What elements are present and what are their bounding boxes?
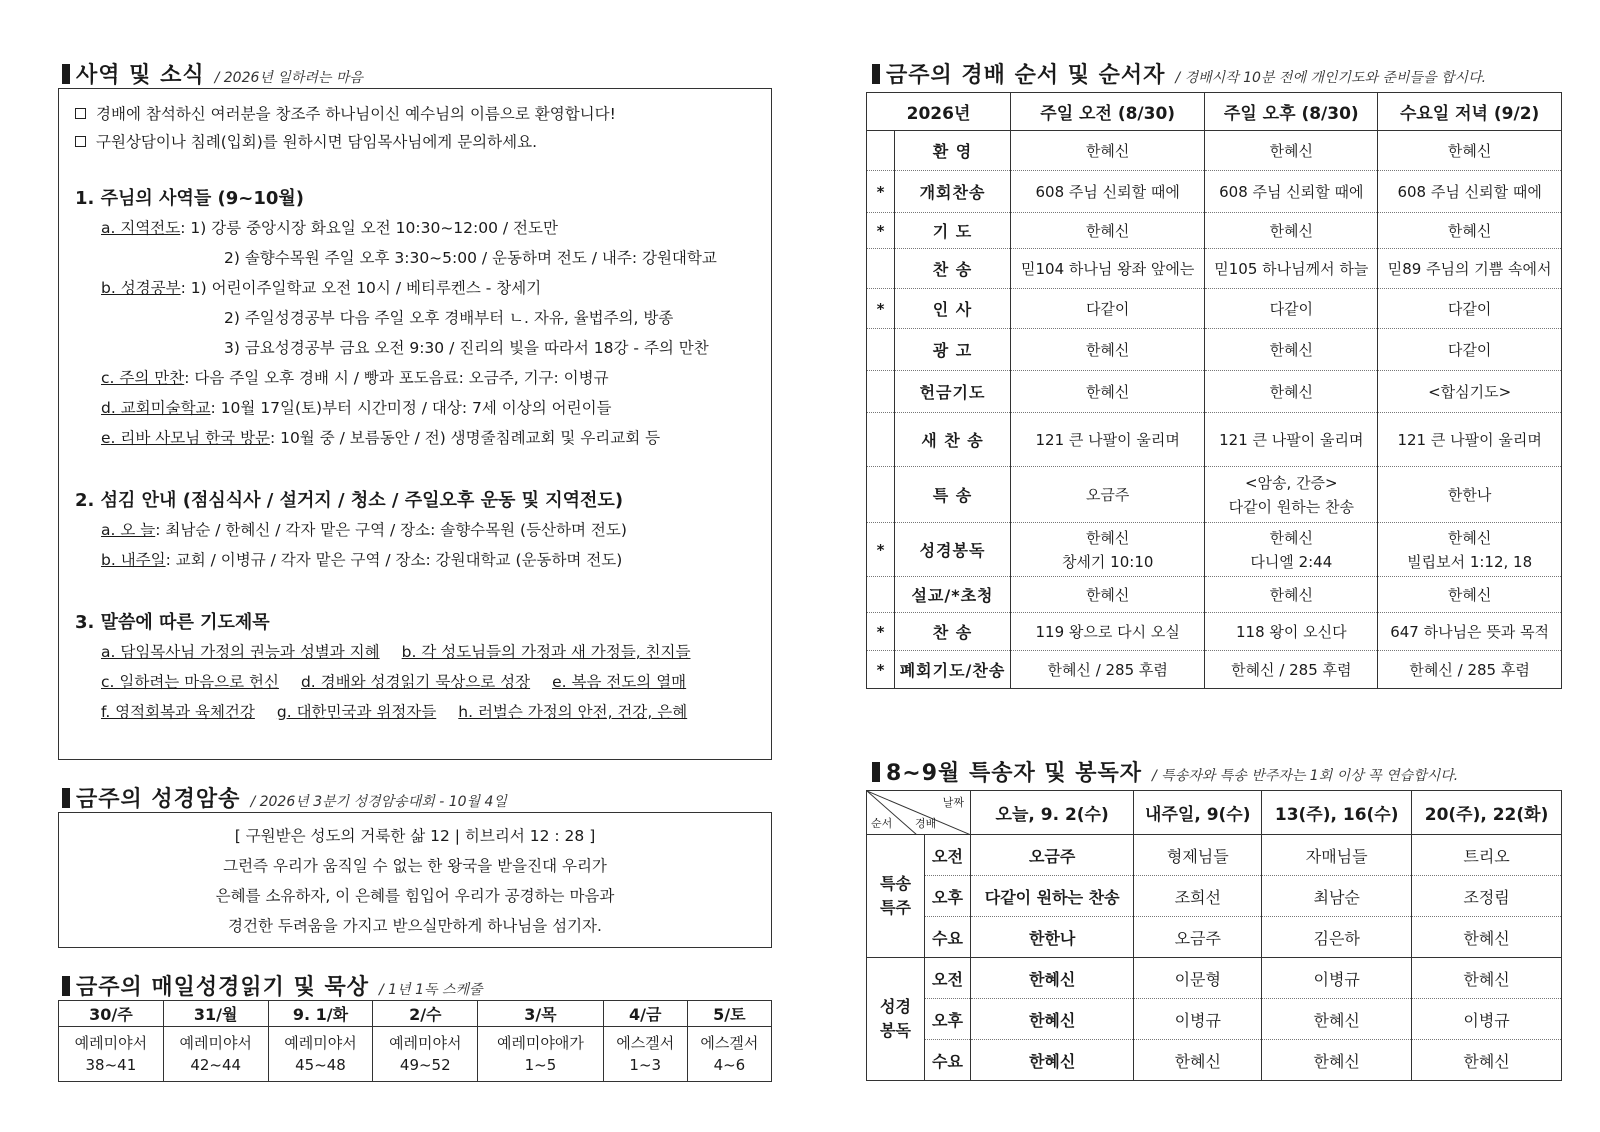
required-star: * <box>867 171 895 213</box>
required-star: * <box>867 289 895 329</box>
order-cell: 608 주님 신뢰할 때에 <box>1011 171 1205 213</box>
order-service-header: 주일 오후 (8/30) <box>1205 93 1378 131</box>
singers-row <box>867 999 1562 1040</box>
s1-line: 2) 솔향수목원 주일 오후 3:30~5:00 / 운동하며 전도 / 내주: 강원대학교 <box>224 249 717 267</box>
reading-cell: 에스겔서 4~6 <box>687 1027 771 1082</box>
s2-line: b. 내주일: 교회 / 이병규 / 각자 맡은 구역 / 장소: 강원대학교 (운동하며 전도) <box>101 551 623 569</box>
assignee-cell: 한혜신 <box>1412 917 1562 958</box>
required-star <box>867 467 895 523</box>
order-cell: 한혜신 <box>1011 131 1205 171</box>
required-star: * <box>867 613 895 651</box>
order-cell: 한혜신 <box>1011 577 1205 613</box>
order-item: 설교/*초청 <box>895 577 1011 613</box>
verse-box <box>58 812 772 948</box>
order-item: 개회찬송 <box>895 171 1011 213</box>
order-row <box>867 249 1562 289</box>
order-row <box>867 523 1562 577</box>
order-cell: 다같이 <box>1205 289 1378 329</box>
reading-day: 3/목 <box>478 1001 603 1027</box>
order-item: 기 도 <box>895 213 1011 249</box>
order-cell: 한혜신 / 285 후렴 <box>1378 651 1562 689</box>
order-cell: 한혜신 빌립보서 1:12, 18 <box>1378 523 1562 577</box>
assignee-cell: 한혜신 <box>971 1040 1134 1081</box>
s1-line: a. 지역전도: 1) 강릉 중앙시장 화요일 오전 10:30~12:00 / 전도만 <box>101 219 558 237</box>
required-star <box>867 577 895 613</box>
notice-text: 구원상담이나 침례(입회)를 원하시면 담임목사님에게 문의하세요. <box>96 133 538 151</box>
service-time: 수요 <box>925 1040 971 1081</box>
order-cell: 믿105 하나님께서 하늘 <box>1205 249 1378 289</box>
singers-date-header: 20(주), 22(화) <box>1412 791 1562 835</box>
order-service-header: 주일 오전 (8/30) <box>1011 93 1205 131</box>
order-cell: 608 주님 신뢰할 때에 <box>1205 171 1378 213</box>
order-item: 환 영 <box>895 131 1011 171</box>
singers-row <box>867 876 1562 917</box>
singers-subtitle: / 특송자와 특송 반주자는 1회 이상 꼭 연습합시다. <box>1152 768 1459 784</box>
prayer-item: c. 일하려는 마음으로 헌신 <box>101 673 279 691</box>
order-cell: 한한나 <box>1378 467 1562 523</box>
assignee-cell: 오금주 <box>971 835 1134 876</box>
order-cell: 다같이 <box>1378 289 1562 329</box>
reading-day: 30/주 <box>59 1001 164 1027</box>
order-item: 헌금기도 <box>895 371 1011 413</box>
prayer-item: b. 각 성도님들의 가정과 새 가정들, 친지들 <box>401 643 691 661</box>
order-item: 성경봉독 <box>895 523 1011 577</box>
s1-line: b. 성경공부: 1) 어린이주일학교 오전 10시 / 베티루켄스 - 창세기 <box>101 279 542 297</box>
required-star <box>867 413 895 467</box>
singers-table <box>866 790 1562 1081</box>
heading-bar <box>62 788 70 808</box>
assignee-cell: 다같이 원하는 찬송 <box>971 876 1134 917</box>
singers-row <box>867 917 1562 958</box>
order-cell: <합심기도> <box>1378 371 1562 413</box>
order-item: 찬 송 <box>895 613 1011 651</box>
order-cell: 한혜신 <box>1205 577 1378 613</box>
assignee-cell: 김은하 <box>1262 917 1412 958</box>
order-cell: 한혜신 / 285 후렴 <box>1205 651 1378 689</box>
order-cell: <암송, 간증> 다같이 원하는 찬송 <box>1205 467 1378 523</box>
order-cell: 한혜신 <box>1205 131 1378 171</box>
service-time: 오전 <box>925 835 971 876</box>
notice-text: 경배에 참석하신 여러분을 창조주 하나님이신 예수님의 이름으로 환영합니다! <box>96 105 616 123</box>
required-star: * <box>867 523 895 577</box>
order-item: 폐회기도/찬송 <box>895 651 1011 689</box>
order-row <box>867 467 1562 523</box>
order-cell: 한혜신 <box>1011 371 1205 413</box>
order-cell: 한혜신 <box>1205 329 1378 371</box>
singers-row <box>867 835 1562 876</box>
required-star: * <box>867 651 895 689</box>
heading-bar <box>872 64 880 84</box>
order-cell: 608 주님 신뢰할 때에 <box>1378 171 1562 213</box>
order-cell: 한혜신 <box>1205 213 1378 249</box>
reading-cell: 에스겔서 1~3 <box>603 1027 687 1082</box>
assignee-cell: 이병규 <box>1134 999 1262 1040</box>
order-subtitle: / 경배시작 10분 전에 개인기도와 준비들을 합시다. <box>1175 70 1487 86</box>
s1-line: 2) 주일성경공부 다음 주일 오후 경배부터 ㄴ. 자유, 율법주의, 방종 <box>224 309 674 327</box>
reading-day: 4/금 <box>603 1001 687 1027</box>
assignee-cell: 한혜신 <box>971 999 1134 1040</box>
singers-title: 8~9월 특송자 및 봉독자 <box>886 761 1143 786</box>
section-2-heading: 2. 섬김 안내 (점심식사 / 설거지 / 청소 / 주일오후 운동 및 지역전도) <box>75 490 624 511</box>
required-star <box>867 249 895 289</box>
s1-line: e. 리바 사모님 한국 방문: 10월 중 / 보름동안 / 전) 생명줄침례교회 및 우리교회 등 <box>101 429 661 447</box>
order-title: 금주의 경배 순서 및 순서자 <box>886 63 1166 88</box>
section-1-heading: 1. 주님의 사역들 (9~10월) <box>75 188 304 209</box>
news-subtitle: / 2026년 일하려는 마음 <box>214 70 363 86</box>
verse-line: 그런즉 우리가 움직일 수 없는 한 왕국을 받을진대 우리가 <box>223 857 607 875</box>
corner-cell <box>867 791 971 835</box>
assignee-cell: 한혜신 <box>1412 1040 1562 1081</box>
order-cell: 647 하나님은 뜻과 목적 <box>1378 613 1562 651</box>
verse-title: 금주의 성경암송 <box>76 787 241 812</box>
prayer-row <box>75 637 755 667</box>
group-label: 성경 봉독 <box>867 958 925 1081</box>
order-cell: 121 큰 나팔이 울리며 <box>1378 413 1562 467</box>
verse-line: 경건한 두려움을 가지고 받으실만하게 하나님을 섬기자. <box>228 917 602 935</box>
assignee-cell: 이병규 <box>1262 958 1412 999</box>
singers-date-header: 내주일, 9(수) <box>1134 791 1262 835</box>
required-star <box>867 329 895 371</box>
order-row <box>867 289 1562 329</box>
reading-row <box>59 1027 772 1082</box>
singers-body <box>867 835 1562 1081</box>
reading-subtitle: / 1년 1독 스케줄 <box>379 982 483 998</box>
order-cell: 한혜신 다니엘 2:44 <box>1205 523 1378 577</box>
order-cell: 121 큰 나팔이 울리며 <box>1011 413 1205 467</box>
singers-section-heading <box>872 756 1458 787</box>
singers-header-row <box>867 791 1562 835</box>
order-row <box>867 371 1562 413</box>
order-item: 찬 송 <box>895 249 1011 289</box>
reading-day: 9. 1/화 <box>268 1001 373 1027</box>
order-cell: 121 큰 나팔이 울리며 <box>1205 413 1378 467</box>
s1-line: 3) 금요성경공부 금요 오전 9:30 / 진리의 빛을 따라서 18강 - 주의 만찬 <box>224 339 709 357</box>
heading-bar <box>872 762 880 782</box>
prayer-row <box>75 667 755 697</box>
prayer-item: e. 복음 전도의 열매 <box>552 673 687 691</box>
assignee-cell: 트리오 <box>1412 835 1562 876</box>
prayer-item: d. 경배와 성경읽기 묵상으로 성장 <box>300 673 531 691</box>
order-header-row <box>867 93 1562 131</box>
assignee-cell: 최남순 <box>1262 876 1412 917</box>
order-item: 특 송 <box>895 467 1011 523</box>
assignee-cell: 자매님들 <box>1262 835 1412 876</box>
order-item: 광 고 <box>895 329 1011 371</box>
order-cell: 119 왕으로 다시 오실 <box>1011 613 1205 651</box>
s1-line: d. 교회미술학교: 10월 17일(토)부터 시간미정 / 대상: 7세 이상의 어린이들 <box>101 399 612 417</box>
reading-cell: 예레미야애가 1~5 <box>478 1027 603 1082</box>
reading-cell: 예레미야서 38~41 <box>59 1027 164 1082</box>
order-row <box>867 131 1562 171</box>
reading-title: 금주의 매일성경읽기 및 묵상 <box>76 975 370 1000</box>
news-section-heading <box>62 58 363 89</box>
order-cell: 다같이 <box>1011 289 1205 329</box>
reading-day: 2/수 <box>373 1001 478 1027</box>
checkbox-icon <box>75 136 86 147</box>
order-cell: 한혜신 <box>1011 329 1205 371</box>
corner-date: 날짜 <box>942 796 964 809</box>
order-cell: 한혜신 <box>1378 131 1562 171</box>
checkbox-icon <box>75 108 86 119</box>
prayer-item: g. 대한민국과 위정자들 <box>276 703 437 721</box>
order-year-header: 2026년 <box>867 93 1011 131</box>
news-box <box>58 88 772 760</box>
verse-line: 은혜를 소유하자, 이 은혜를 힘입어 우리가 공경하는 마음과 <box>215 887 615 905</box>
reading-cell: 예레미야서 45~48 <box>268 1027 373 1082</box>
verse-reference: [ 구원받은 성도의 거룩한 삶 12 | 히브리서 12 : 28 ] <box>234 827 596 845</box>
assignee-cell: 조정림 <box>1412 876 1562 917</box>
order-section-heading <box>872 58 1486 89</box>
reading-cell: 예레미야서 42~44 <box>163 1027 268 1082</box>
order-cell: 한혜신 <box>1011 213 1205 249</box>
reading-header-row <box>59 1001 772 1027</box>
assignee-cell: 한한나 <box>971 917 1134 958</box>
required-star <box>867 371 895 413</box>
news-title: 사역 및 소식 <box>76 63 205 88</box>
assignee-cell: 한혜신 <box>971 958 1134 999</box>
reading-cell: 예레미야서 49~52 <box>373 1027 478 1082</box>
notice-item <box>75 127 755 155</box>
order-cell: 한혜신 <box>1378 577 1562 613</box>
heading-bar <box>62 64 70 84</box>
service-time: 오전 <box>925 958 971 999</box>
service-time: 오후 <box>925 999 971 1040</box>
heading-bar <box>62 976 70 996</box>
prayer-row <box>75 697 755 727</box>
order-table <box>866 92 1562 689</box>
order-cell: 믿89 주님의 기쁨 속에서 <box>1378 249 1562 289</box>
assignee-cell: 형제님들 <box>1134 835 1262 876</box>
order-row <box>867 171 1562 213</box>
assignee-cell: 한혜신 <box>1134 1040 1262 1081</box>
group-label: 특송 특주 <box>867 835 925 958</box>
order-cell: 오금주 <box>1011 467 1205 523</box>
order-service-header: 수요일 저녁 (9/2) <box>1378 93 1562 131</box>
singers-date-header: 오늘, 9. 2(수) <box>971 791 1134 835</box>
required-star <box>867 131 895 171</box>
order-cell: 믿104 하나님 왕좌 앞에는 <box>1011 249 1205 289</box>
singers-date-header: 13(주), 16(수) <box>1262 791 1412 835</box>
order-cell: 한혜신 / 285 후렴 <box>1011 651 1205 689</box>
assignee-cell: 이병규 <box>1412 999 1562 1040</box>
reading-day: 5/토 <box>687 1001 771 1027</box>
order-row <box>867 329 1562 371</box>
order-cell: 한혜신 창세기 10:10 <box>1011 523 1205 577</box>
order-cell: 한혜신 <box>1205 371 1378 413</box>
assignee-cell: 이문형 <box>1134 958 1262 999</box>
s2-line: a. 오 늘: 최남순 / 한혜신 / 각자 맡은 구역 / 장소: 솔향수목원 (등산하며 전도) <box>101 521 627 539</box>
assignee-cell: 한혜신 <box>1262 999 1412 1040</box>
service-time: 수요 <box>925 917 971 958</box>
order-body <box>867 131 1562 689</box>
order-row <box>867 213 1562 249</box>
required-star: * <box>867 213 895 249</box>
assignee-cell: 한혜신 <box>1262 1040 1412 1081</box>
order-cell: 118 왕이 오신다 <box>1205 613 1378 651</box>
reading-section-heading <box>62 970 483 1001</box>
assignee-cell: 한혜신 <box>1412 958 1562 999</box>
service-time: 오후 <box>925 876 971 917</box>
singers-row <box>867 958 1562 999</box>
order-item: 새 찬 송 <box>895 413 1011 467</box>
verse-section-heading <box>62 782 507 813</box>
notice-item <box>75 99 755 127</box>
reading-day: 31/월 <box>163 1001 268 1027</box>
singers-row <box>867 1040 1562 1081</box>
order-row <box>867 651 1562 689</box>
reading-table <box>58 1000 772 1082</box>
section-3-heading: 3. 말씀에 따른 기도제목 <box>75 612 270 633</box>
verse-subtitle: / 2026년 3분기 성경암송대회 - 10월 4일 <box>250 794 507 810</box>
order-item: 인 사 <box>895 289 1011 329</box>
order-cell: 다같이 <box>1378 329 1562 371</box>
corner-order: 순서 <box>871 817 893 830</box>
prayer-item: f. 영적회복과 육체건강 <box>101 703 255 721</box>
corner-service: 경배 <box>915 817 937 830</box>
order-cell: 한혜신 <box>1378 213 1562 249</box>
order-row <box>867 413 1562 467</box>
s1-line: c. 주의 만찬: 다음 주일 오후 경배 시 / 빵과 포도음료: 오금주, 기구: 이병규 <box>101 369 609 387</box>
assignee-cell: 조희선 <box>1134 876 1262 917</box>
prayer-item: h. 러벌슨 가정의 안전, 건강, 은혜 <box>458 703 688 721</box>
assignee-cell: 오금주 <box>1134 917 1262 958</box>
prayer-item: a. 담임목사님 가정의 권능과 성별과 지혜 <box>101 643 380 661</box>
order-row <box>867 577 1562 613</box>
order-row <box>867 613 1562 651</box>
